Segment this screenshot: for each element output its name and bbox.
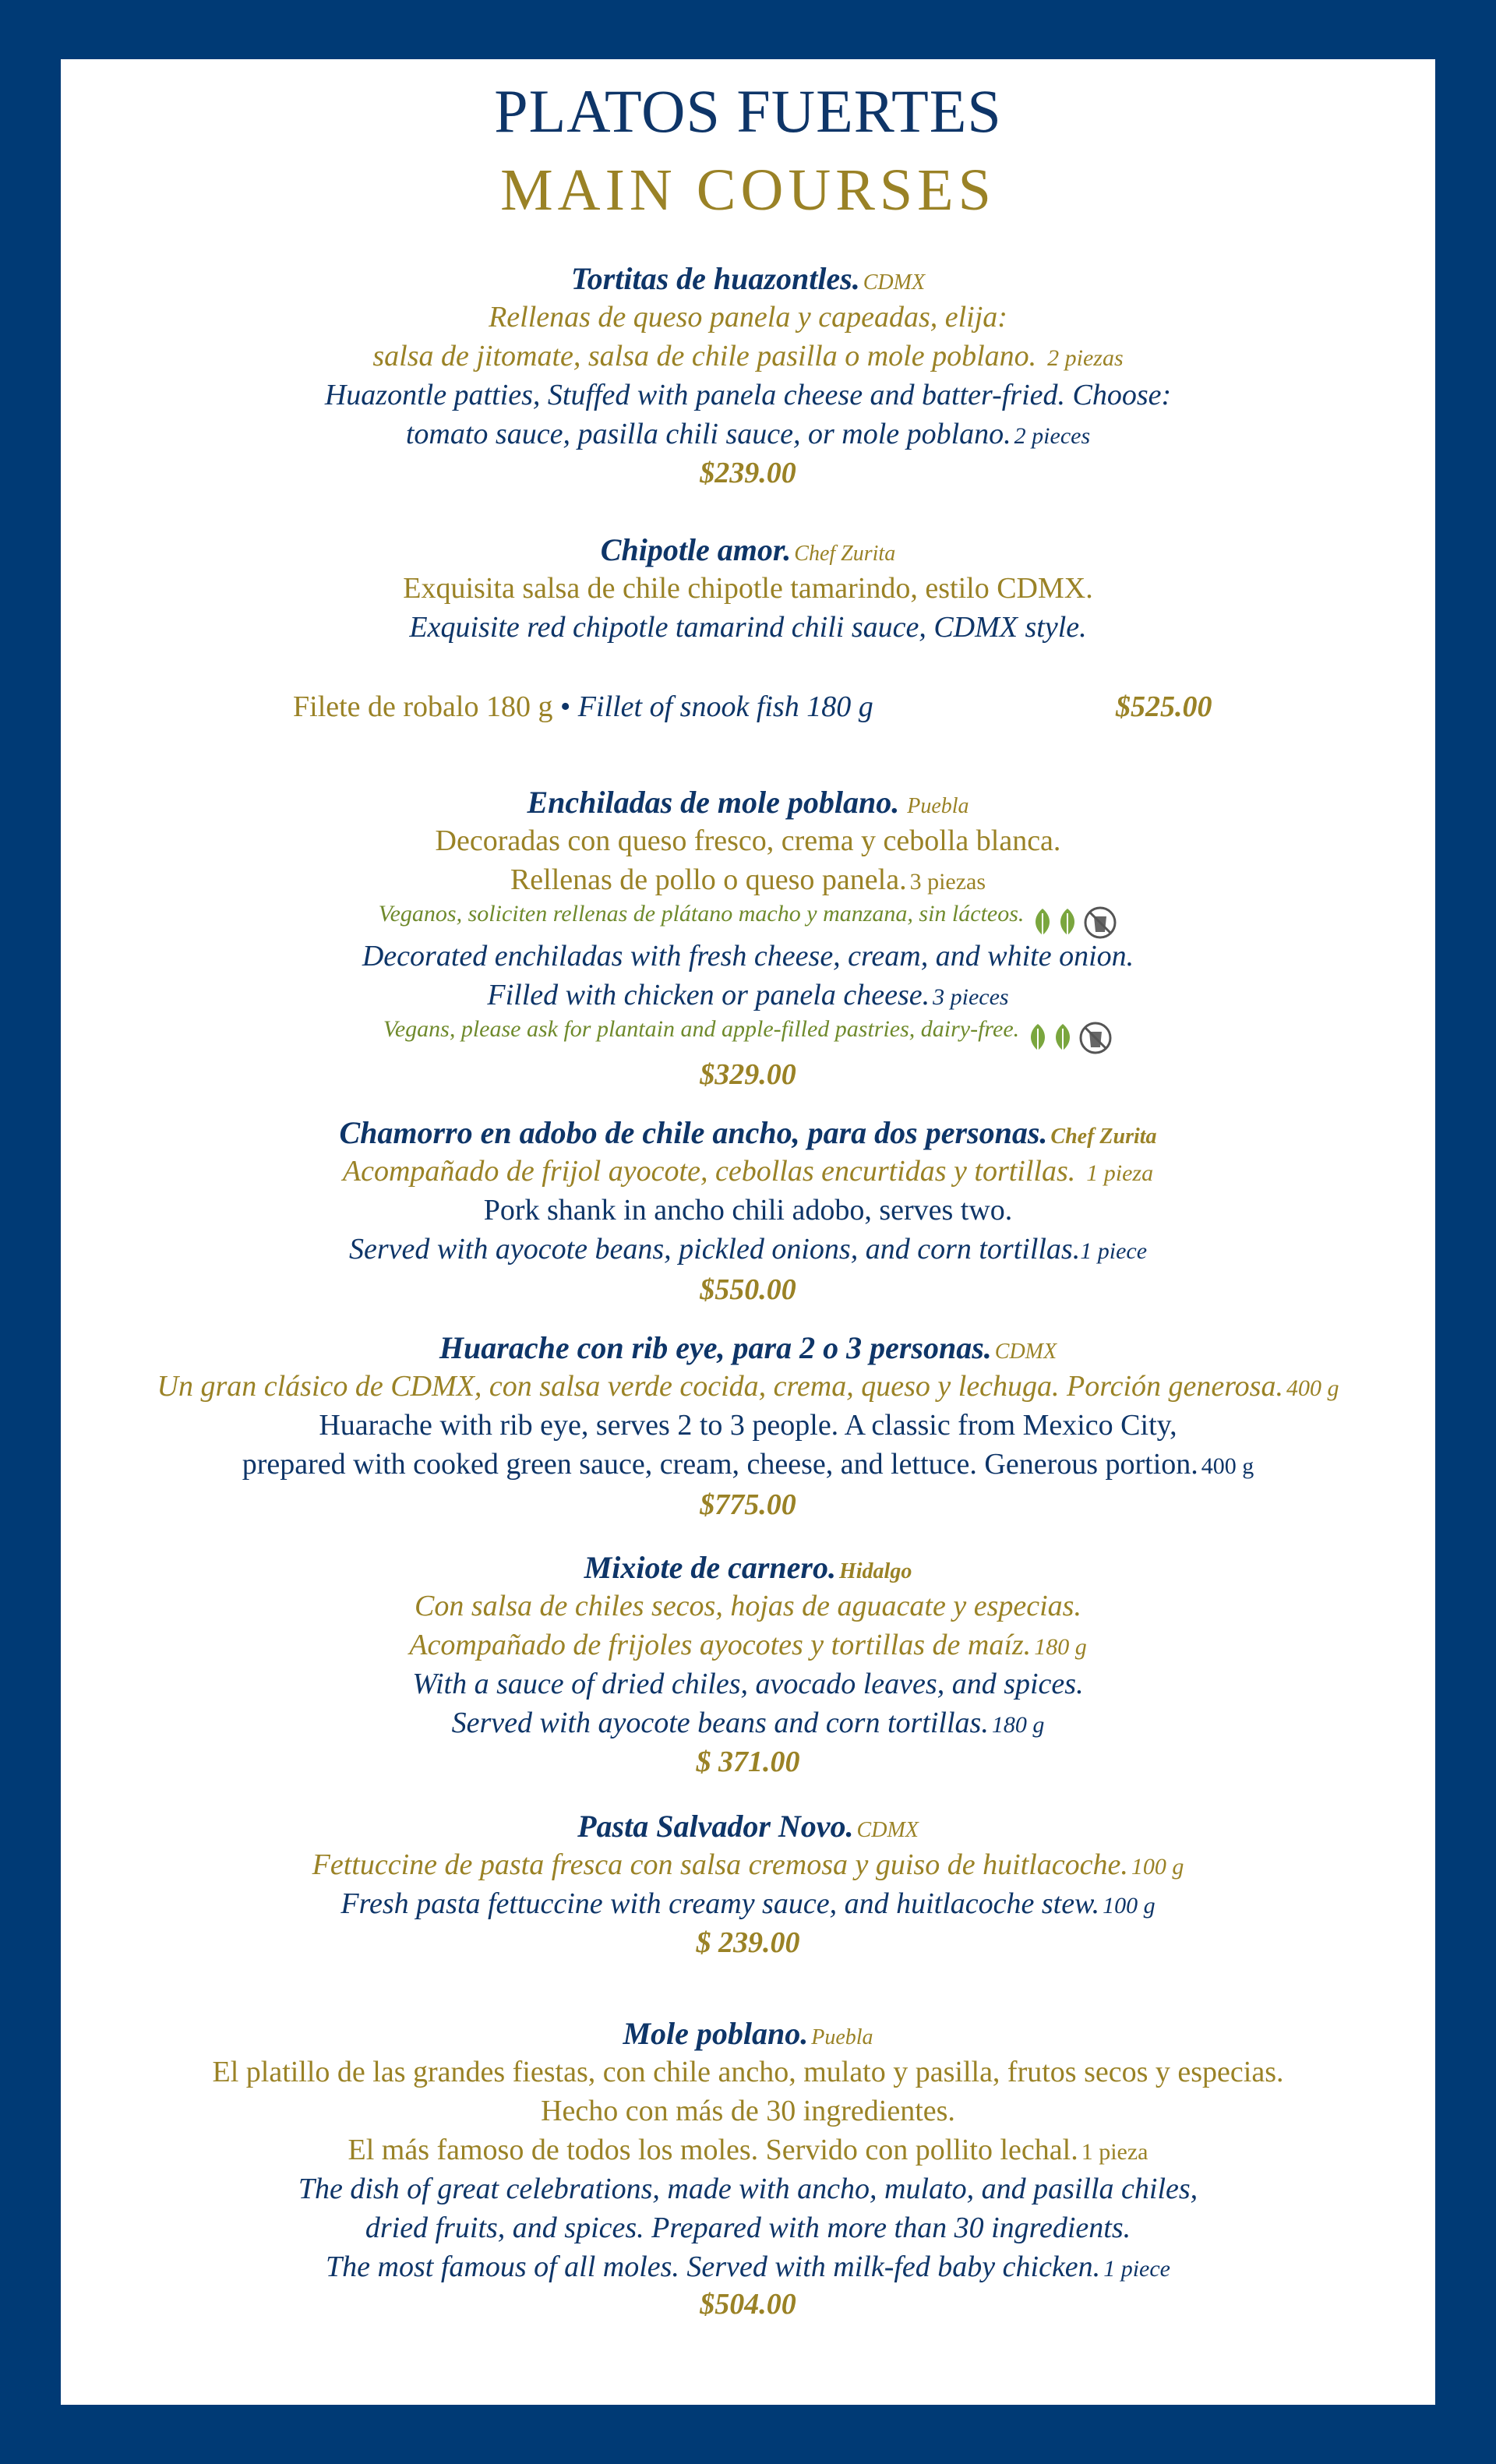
dish-qty: 100 g bbox=[1131, 1854, 1184, 1880]
dish-price: $775.00 bbox=[700, 1488, 796, 1521]
dish-price: $ 239.00 bbox=[696, 1926, 800, 1959]
dish-option-row bbox=[61, 692, 1435, 726]
dish-desc-es: Rellenas de queso panela y capeadas, elija: bbox=[489, 301, 1007, 334]
dish-qty: 100 g bbox=[1103, 1893, 1156, 1919]
dish-desc-en: Huazontle patties, Stuffed with panela cheese and batter-fried. Choose: bbox=[324, 379, 1172, 411]
dish-desc-es: Rellenas de pollo o queso panela. 3 piezas bbox=[510, 863, 986, 896]
dish-name: Pasta Salvador Novo. bbox=[577, 1809, 854, 1844]
dish-name-line bbox=[61, 787, 1435, 818]
vegan-note-es: Veganos, soliciten rellenas de plátano macho y manzana, sin lácteos. bbox=[61, 902, 1435, 940]
dish-name: Tortitas de huazontles. bbox=[570, 261, 860, 296]
dish-desc-en: Served with ayocote beans and corn tortillas. 180 g bbox=[451, 1707, 1045, 1739]
dish-desc-en: Exquisite red chipotle tamarind chili sauce, CDMX style. bbox=[409, 611, 1087, 644]
dish-price: $525.00 bbox=[1116, 690, 1212, 723]
dish-desc-en: tomato sauce, pasilla chili sauce, or mole poblano. 2 pieces bbox=[405, 418, 1091, 450]
dish-origin: Chef Zurita bbox=[1050, 1124, 1157, 1149]
dish-name: Mixiote de carnero. bbox=[584, 1550, 836, 1585]
dish-qty: 1 pieza bbox=[1086, 1160, 1154, 1186]
dish-qty: 400 g bbox=[1286, 1375, 1339, 1401]
dish-qty: 2 piezas bbox=[1047, 345, 1124, 371]
dish-qty: 1 piece bbox=[1080, 1238, 1148, 1264]
dish-origin: Hidalgo bbox=[838, 1559, 912, 1583]
dish-name-line bbox=[61, 1330, 1435, 1365]
dish-origin: CDMX bbox=[994, 1340, 1057, 1364]
dish-option: Filete de robalo 180 g • Fillet of snook fish 180 g bbox=[293, 690, 873, 723]
dish-desc-en: Filled with chicken or panela cheese. 3 pieces bbox=[487, 979, 1009, 1011]
dish-origin: CDMX bbox=[856, 1818, 919, 1842]
diet-icons bbox=[1030, 905, 1117, 940]
dish-qty: 180 g bbox=[991, 1712, 1045, 1738]
dish-origin: Puebla bbox=[811, 2025, 873, 2049]
dish-name-line bbox=[61, 532, 1435, 567]
no-dairy-icon bbox=[1025, 1021, 1113, 1055]
dish-name-line bbox=[61, 2018, 1435, 2049]
vegan-note-en: Vegans, please ask for plantain and apple-filled pastries, dairy-free. bbox=[61, 1018, 1435, 1055]
dish-desc-es: Acompañado de frijol ayocote, cebollas encurtidas y tortillas. 1 pieza bbox=[342, 1155, 1154, 1188]
dish-name-line bbox=[61, 1552, 1435, 1583]
dish-qty: 3 pieces bbox=[933, 984, 1009, 1010]
dish-name-line bbox=[61, 263, 1435, 295]
dish-desc-es: Hecho con más de 30 ingredientes. bbox=[541, 2095, 955, 2127]
dish-desc-en: With a sauce of dried chiles, avocado leaves, and spices. bbox=[412, 1668, 1084, 1700]
dish-qty: 3 piezas bbox=[909, 869, 986, 895]
dish-price: $ 371.00 bbox=[696, 1746, 800, 1778]
menu-card bbox=[61, 59, 1435, 2405]
dish-desc-es: El platillo de las grandes fiestas, con chile ancho, mulato y pasilla, frutos secos y especias. bbox=[212, 2056, 1284, 2088]
dish-origin: CDMX bbox=[863, 270, 926, 295]
dish-desc-es: Exquisita salsa de chile chipotle tamarindo, estilo CDMX. bbox=[403, 572, 1093, 605]
dish-desc-en: Pork shank in ancho chili adobo, serves two. bbox=[483, 1194, 1013, 1227]
dish-name: Enchiladas de mole poblano. bbox=[527, 785, 900, 820]
dish-name-line bbox=[61, 1811, 1435, 1842]
dish-desc-es: Decoradas con queso fresco, crema y cebolla blanca. bbox=[435, 824, 1061, 857]
dish-qty: 400 g bbox=[1201, 1453, 1254, 1479]
dish-name: Chipotle amor. bbox=[600, 532, 792, 567]
dish-desc-es: Un gran clásico de CDMX, con salsa verde cocida, crema, queso y lechuga. Porción generosa. 400 g bbox=[157, 1370, 1339, 1403]
dish-name: Huarache con rib eye, para 2 o 3 personas. bbox=[439, 1330, 992, 1365]
dish-desc-es: El más famoso de todos los moles. Servido con pollito lechal. 1 pieza bbox=[348, 2134, 1148, 2166]
dish-desc-es: Acompañado de frijoles ayocotes y tortillas de maíz. 180 g bbox=[409, 1629, 1087, 1661]
dish-desc-en: dried fruits, and spices. Prepared with more than 30 ingredients. bbox=[365, 2212, 1131, 2244]
dish-desc-en: Huarache with rib eye, serves 2 to 3 people. A classic from Mexico City, bbox=[319, 1409, 1177, 1442]
dish-desc-en: The most famous of all moles. Served with milk-fed baby chicken. 1 piece bbox=[326, 2250, 1170, 2283]
dish-price: $329.00 bbox=[700, 1058, 796, 1091]
dish-desc-en: Fresh pasta fettuccine with creamy sauce, and huitlacoche stew. 100 g bbox=[340, 1887, 1156, 1920]
dish-price: $550.00 bbox=[700, 1273, 796, 1306]
dish-origin: Chef Zurita bbox=[794, 542, 896, 566]
dish-name: Mole poblano. bbox=[623, 2016, 809, 2051]
dish-name: Chamorro en adobo de chile ancho, para dos personas. bbox=[339, 1115, 1048, 1150]
dish-qty: 1 pieza bbox=[1081, 2139, 1148, 2165]
dish-qty: 1 piece bbox=[1103, 2256, 1170, 2282]
dish-desc-es: Fettuccine de pasta fresca con salsa cremosa y guiso de huitlacoche. 100 g bbox=[312, 1848, 1184, 1881]
dish-desc-en: Served with ayocote beans, pickled onions, and corn tortillas.1 piece bbox=[348, 1233, 1148, 1266]
page-title: PLATOS FUERTES bbox=[494, 77, 1002, 145]
dish-qty: 180 g bbox=[1034, 1634, 1087, 1660]
dish-price: $504.00 bbox=[700, 2288, 796, 2321]
dish-price: $239.00 bbox=[700, 457, 796, 489]
dish-qty: 2 pieces bbox=[1014, 423, 1091, 449]
dish-desc-en: The dish of great celebrations, made with ancho, mulato, and pasilla chiles, bbox=[298, 2173, 1198, 2205]
dish-origin: Puebla bbox=[907, 794, 969, 818]
dish-desc-es: salsa de jitomate, salsa de chile pasilla o mole poblano. 2 piezas bbox=[372, 340, 1124, 372]
page-subtitle: MAIN COURSES bbox=[500, 157, 996, 223]
dish-name-line bbox=[61, 1117, 1435, 1149]
dish-desc-en: prepared with cooked green sauce, cream, cheese, and lettuce. Generous portion. 400 g bbox=[242, 1448, 1254, 1481]
dish-desc-es: Con salsa de chiles secos, hojas de aguacate y especias. bbox=[415, 1590, 1081, 1622]
dish-desc-en: Decorated enchiladas with fresh cheese, cream, and white onion. bbox=[362, 940, 1134, 973]
leaf-icon bbox=[1030, 905, 1117, 940]
diet-icons bbox=[1025, 1021, 1113, 1055]
